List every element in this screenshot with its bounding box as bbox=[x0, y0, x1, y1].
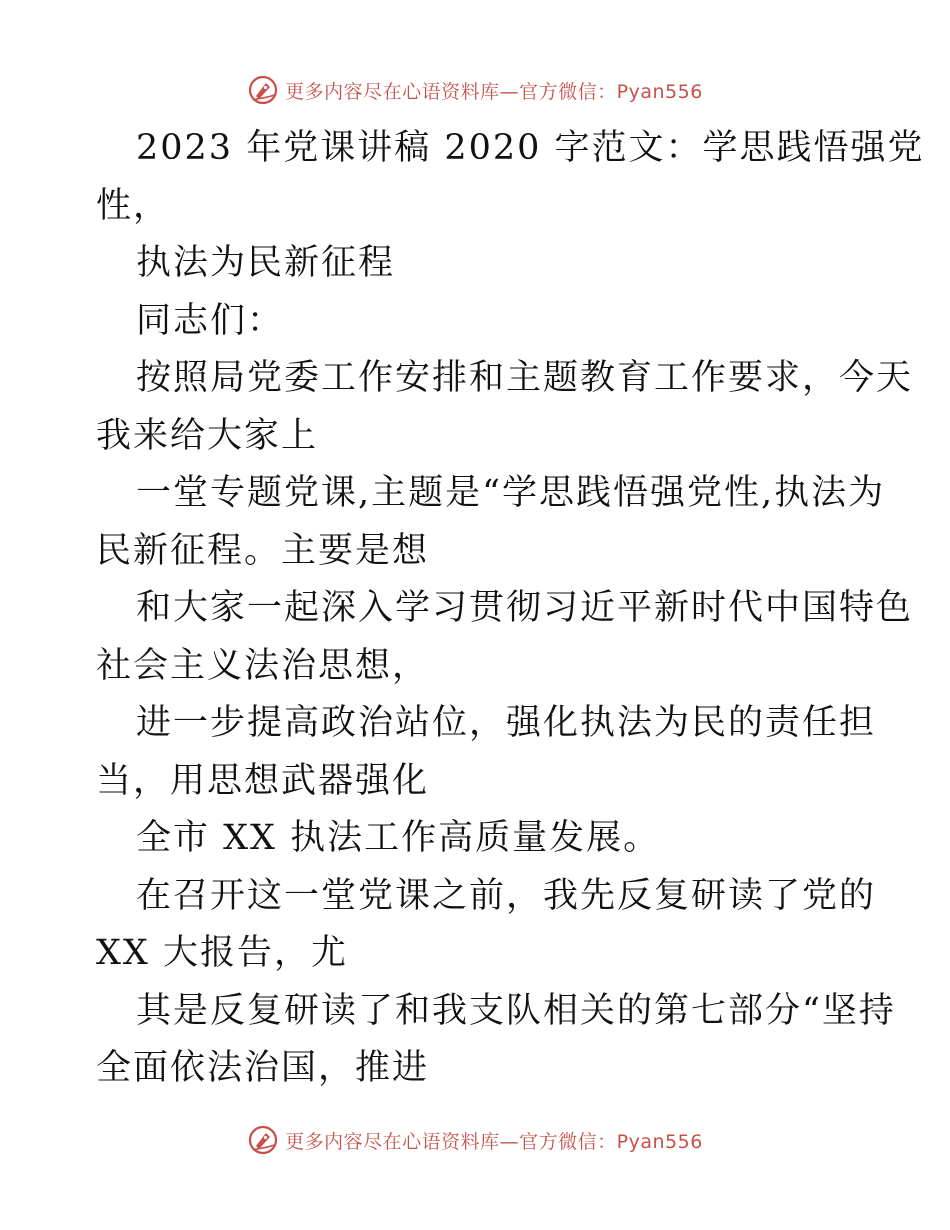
text-line: 全市 XX 执法工作高质量发展。 bbox=[136, 818, 661, 858]
text-line: 其是反复研读了和我支队相关的第七部分“坚持 bbox=[136, 990, 896, 1031]
text-line: XX 大报告，尤 bbox=[96, 933, 348, 973]
pen-nib-icon bbox=[247, 74, 279, 106]
text-line: 全面依法治国，推进 bbox=[96, 1048, 430, 1088]
text-line: 和大家一起深入学习贯彻习近平新时代中国特色 bbox=[136, 588, 914, 628]
text-line: 在召开这一堂党课之前，我先反复研读了党的 bbox=[136, 875, 877, 916]
text-line: 按照局党委工作安排和主题教育工作要求，今天 bbox=[136, 358, 914, 398]
footer-watermark bbox=[0, 1120, 950, 1160]
text-line: 我来给大家上 bbox=[96, 415, 319, 456]
text-line: 2023 年党课讲稿 2020 字范文：学思践悟强党 bbox=[136, 128, 925, 168]
text-line: 社会主义法治思想， bbox=[96, 645, 430, 686]
text-line: 民新征程。主要是想 bbox=[96, 530, 430, 571]
document-body bbox=[96, 120, 925, 1098]
text-line: 进一步提高政治站位，强化执法为民的责任担 bbox=[136, 703, 877, 743]
watermark-text: 更多内容尽在心语资料库—官方微信：Pyan556 bbox=[285, 80, 703, 103]
watermark-text: 更多内容尽在心语资料库—官方微信：Pyan556 bbox=[285, 1130, 703, 1153]
text-line: 一堂专题党课,主题是“学思践悟强党性,执法为 bbox=[136, 473, 886, 513]
text-line: 同志们： bbox=[136, 300, 285, 341]
pen-nib-icon bbox=[247, 1124, 279, 1156]
text-line: 执法为民新征程 bbox=[136, 243, 396, 283]
header-watermark bbox=[0, 70, 950, 110]
text-line: 当，用思想武器强化 bbox=[96, 760, 430, 801]
text-line: 性， bbox=[96, 185, 171, 226]
